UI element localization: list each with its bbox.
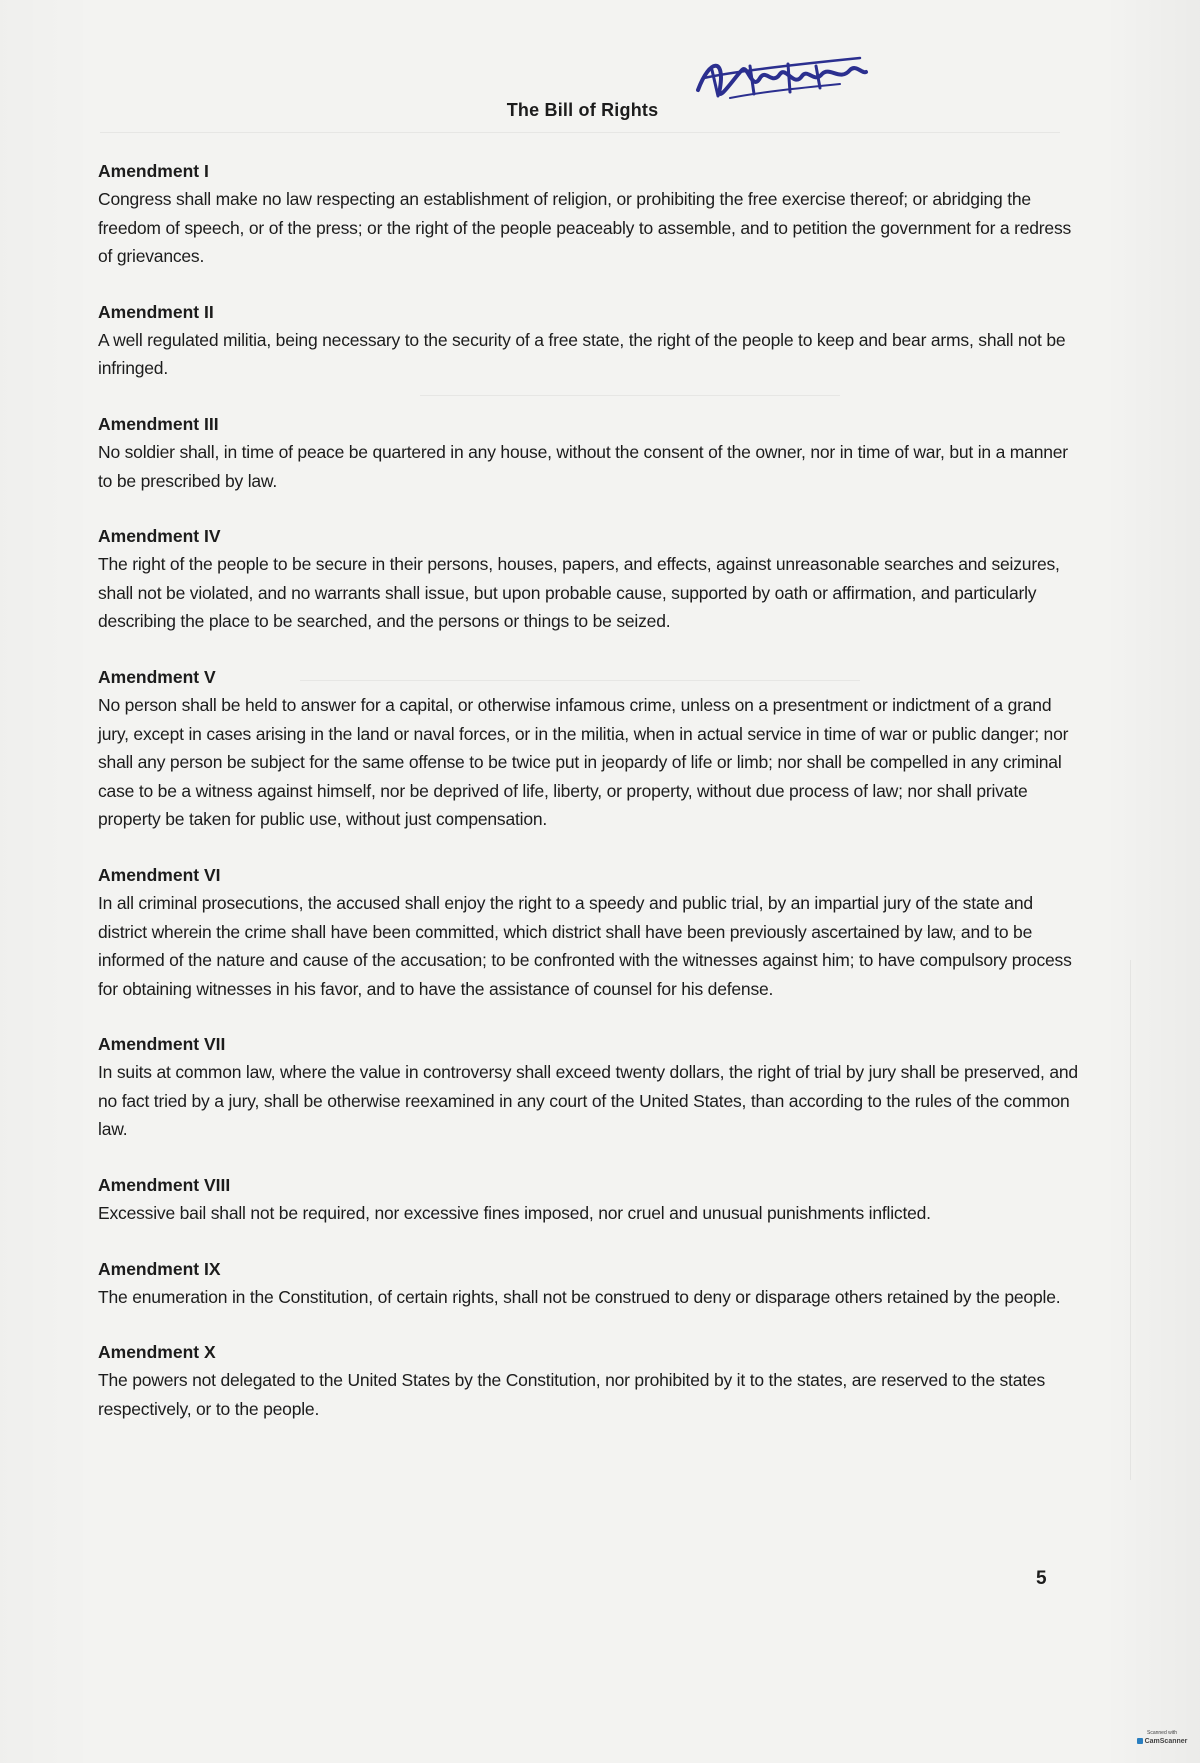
amendment-8	[98, 1171, 1078, 1228]
page-number: 5	[1036, 1568, 1047, 1589]
amendment-text: In all criminal prosecutions, the accused shall enjoy the right to a speedy and public trial, by an impartial jury of the state and district wherein the crime shall have been committed, which district shall have been previously ascertained by law, and to be informed of the nature and cause of the accusation; to be confronted with the witnesses against him; to have compulsory process for obtaining witnesses in his favor, and to have the assistance of counsel for his defense.	[98, 892, 1072, 999]
amendment-6	[98, 861, 1078, 1003]
amendment-heading: Amendment X	[98, 1342, 216, 1363]
watermark-brand-label: CamScanner	[1144, 1738, 1188, 1745]
camscanner-logo-icon	[1137, 1738, 1143, 1744]
document-title: The Bill of Rights	[506, 100, 659, 120]
bleed-through-line	[100, 132, 1060, 133]
bleed-through-line	[1130, 960, 1131, 1480]
amendment-text: In suits at common law, where the value in controversy shall exceed twenty dollars, the right of trial by jury shall be preserved, and no fact tried by a jury, shall be otherwise reexamined in any court of the United States, than according to the rules of the common law.	[98, 1062, 1078, 1140]
amendment-text: No person shall be held to answer for a capital, or otherwise infamous crime, unless on a presentment or indictment of a grand jury, except in cases arising in the land or naval forces, or in the militia, when in actual service in time of war or public danger; nor shall any person be subject for the same offense to be twice put in jeopardy of life or limb; nor shall be compelled in any criminal case to be a witness against himself, nor be deprived of life, liberty, or property, without due process of law; nor shall private property be taken for public use, without just compensation.	[98, 694, 1069, 830]
amendment-5	[98, 663, 1078, 834]
amendment-1	[98, 157, 1078, 271]
scanner-watermark	[1132, 1730, 1192, 1746]
amendment-heading: Amendment IV	[98, 526, 221, 547]
amendment-2	[98, 298, 1078, 383]
amendment-9	[98, 1255, 1078, 1312]
amendment-4	[98, 522, 1078, 636]
amendment-text: The powers not delegated to the United States by the Constitution, nor prohibited by it to the states, are reserved to the states respectively, or to the people.	[98, 1370, 1045, 1419]
amendment-heading: Amendment II	[98, 301, 214, 322]
amendment-list	[98, 157, 1078, 1450]
amendment-text: No soldier shall, in time of peace be quartered in any house, without the consent of the owner, nor in time of war, but in a manner to be prescribed by law.	[98, 441, 1068, 491]
amendment-text: Congress shall make no law respecting an establishment of religion, or prohibiting the free exercise thereof; or abridging the freedom of speech, or of the press; or the right of the people peaceably to assemble, and to petition the government for a redress of grievances.	[98, 189, 1072, 267]
amendment-heading: Amendment VII	[98, 1034, 226, 1055]
amendment-text: The right of the people to be secure in their persons, houses, papers, and effects, against unreasonable searches and seizures, shall not be violated, and no warrants shall issue, but upon probable cause, supported by oath or affirmation, and particularly describing the place to be searched, and the persons or things to be seized.	[98, 554, 1060, 632]
amendment-text: The enumeration in the Constitution, of certain rights, shall not be construed to deny or disparage others retained by the people.	[98, 1286, 1061, 1307]
amendment-heading: Amendment V	[98, 666, 216, 687]
amendment-heading: Amendment III	[98, 413, 219, 434]
amendment-text: Excessive bail shall not be required, nor excessive fines imposed, nor cruel and unusual punishments inflicted.	[98, 1203, 931, 1224]
watermark-brand	[1132, 1737, 1192, 1746]
amendment-heading: Amendment VIII	[98, 1175, 231, 1196]
amendment-heading: Amendment I	[98, 161, 209, 181]
amendment-10	[98, 1338, 1078, 1423]
watermark-caption: Scanned with	[1146, 1730, 1178, 1736]
amendment-3	[98, 410, 1078, 495]
amendment-heading: Amendment IX	[98, 1258, 221, 1279]
amendment-7	[98, 1030, 1078, 1144]
amendment-text: A well regulated militia, being necessary to the security of a free state, the right of the people to keep and bear arms, shall not be infringed.	[98, 329, 1066, 379]
amendment-heading: Amendment VI	[98, 864, 221, 885]
